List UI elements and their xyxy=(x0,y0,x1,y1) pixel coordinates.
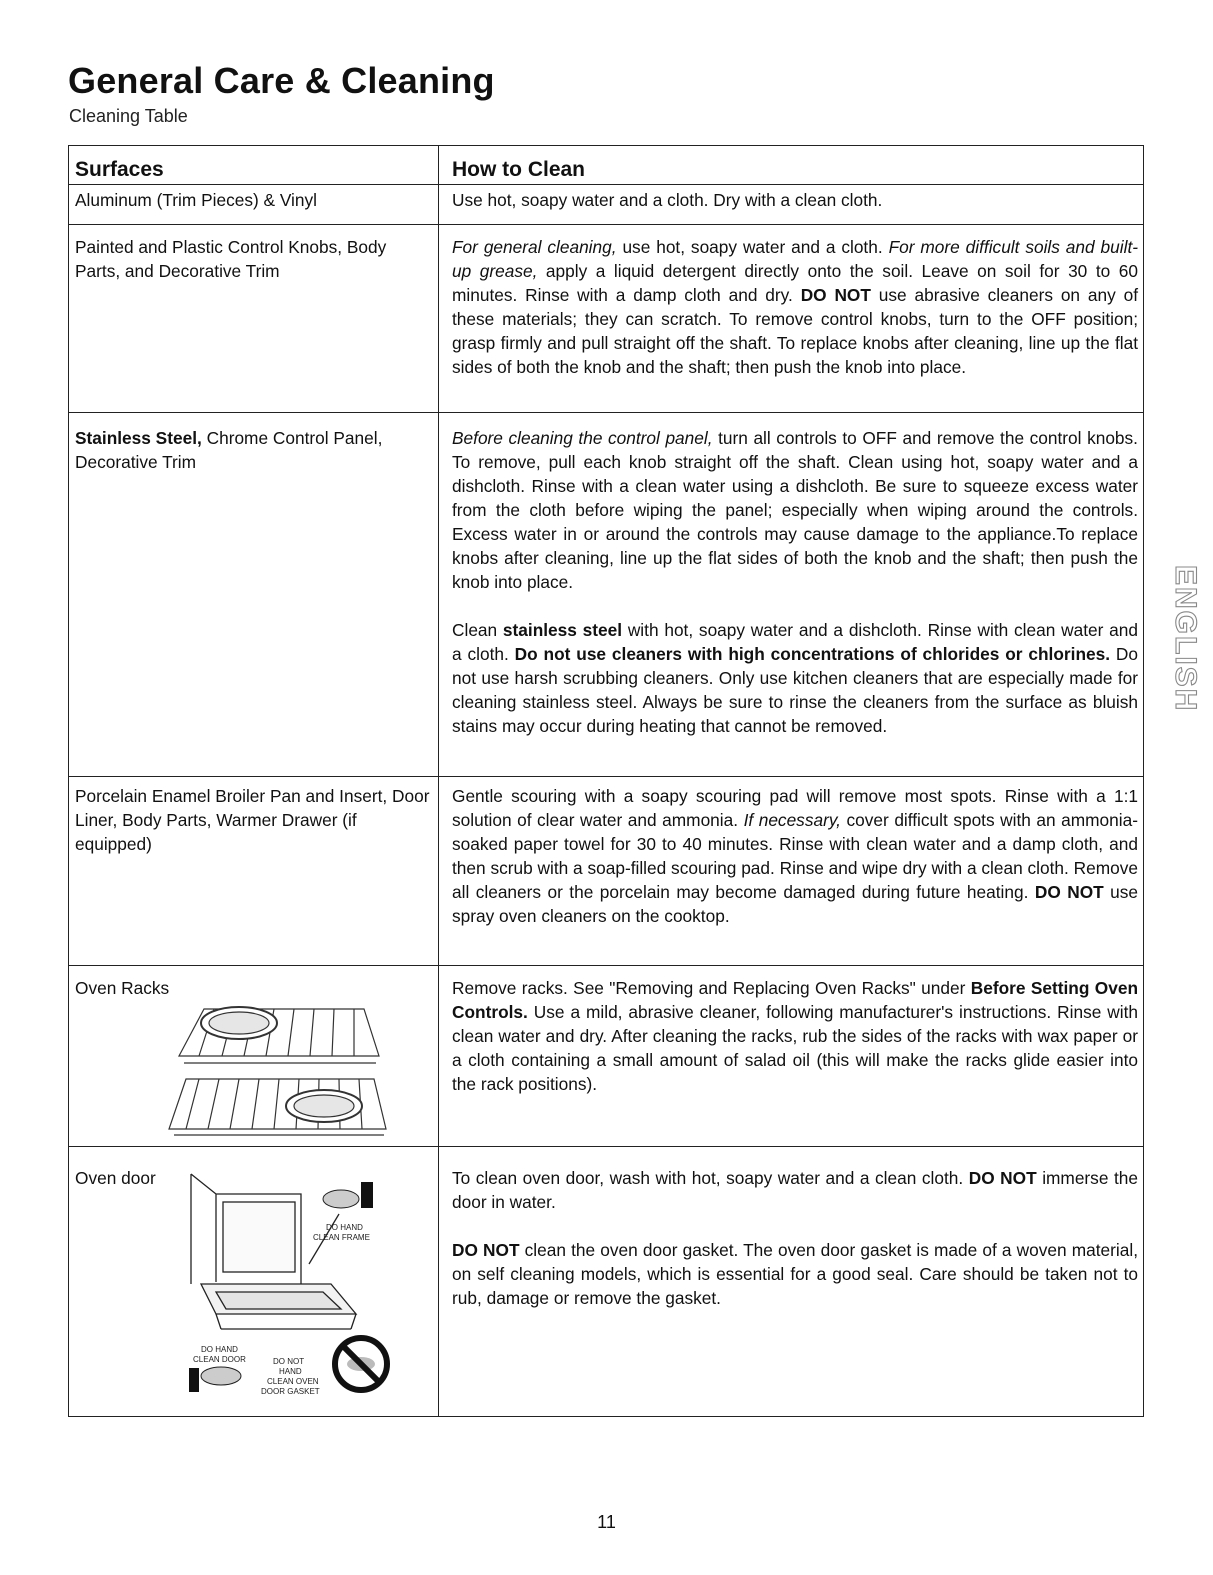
prohibition-icon xyxy=(335,1338,387,1390)
surface-porcelain-enamel: Porcelain Enamel Broiler Pan and Insert, Door Liner, Body Parts, Warmer Drawer (if equipped) xyxy=(75,786,430,854)
label-gasket-2: HAND xyxy=(279,1367,302,1376)
how-stainless-steel-p1: Before cleaning the control panel, turn all controls to OFF and remove the control knobs. To remove, pull each knob straight off the shaft. Clean using hot, soapy water and a dishcloth. Rinse with a clean water using a dishcloth. Be sure to squeeze excess water from the cloth before wiping the panel; especially when wiping around the controls. Excess water in or around the controls may cause damage to the appliance.To replace knobs after cleaning, line up the flat sides of both the knob and the shaft; then push the knob into place. xyxy=(452,428,1138,592)
side-tab-english xyxy=(1146,560,1202,720)
oven-door-illustration xyxy=(181,1154,411,1402)
how-stainless-steel-p2: Clean stainless steel with hot, soapy water and a dishcloth. Rinse with clean water and a cloth. Do not use cleaners with high concentrations of chlorides or chlorines. Do not use harsh scrubbing cleaners. Only use kitchen cleaners that are especially made for cleaning stainless steel. Always be sure to rinse the cleaners from the surface as bluish stains may occur during heating that cannot be removed. xyxy=(452,620,1138,736)
surface-stainless-steel: Stainless Steel, Chrome Control Panel, Decorative Trim xyxy=(75,428,383,472)
row-divider xyxy=(69,184,1143,185)
cleaning-table xyxy=(68,145,1144,1417)
column-divider xyxy=(438,146,439,1416)
label-do-hand-frame-2: CLEAN FRAME xyxy=(313,1233,370,1242)
row-divider xyxy=(69,965,1143,966)
row-divider xyxy=(69,412,1143,413)
how-oven-racks: Remove racks. See "Removing and Replacing Oven Racks" under Before Setting Oven Controls. Use a mild, abrasive cleaner, following manufacturer's instructions. Rinse with clean water and dry. After cleaning the racks, rub the sides of the racks with wax paper or a cloth containing a small amount of salad oil (this will make the racks glide easier into the rack positions). xyxy=(452,978,1138,1094)
page-number: 11 xyxy=(597,1512,616,1532)
oven-racks-drawing xyxy=(164,1001,394,1136)
how-oven-door xyxy=(452,1166,1138,1310)
surface-oven-door: Oven door xyxy=(75,1168,156,1188)
label-do-hand-frame-1: DO HAND xyxy=(326,1223,363,1232)
how-stainless-steel xyxy=(452,426,1138,738)
row-divider xyxy=(69,776,1143,777)
label-gasket-1: DO NOT xyxy=(273,1357,305,1366)
row-divider xyxy=(69,224,1143,225)
label-do-hand-door-1: DO HAND xyxy=(201,1345,238,1354)
label-gasket-3: CLEAN OVEN xyxy=(267,1377,319,1386)
page-title: General Care & Cleaning xyxy=(68,60,495,101)
oven-racks-illustration xyxy=(164,1001,394,1136)
side-tab-text: ENGLISH xyxy=(1169,565,1202,713)
how-painted-plastic: For general cleaning, use hot, soapy water and a cloth. For more difficult soils and built-up grease, apply a liquid detergent directly onto the soil. Leave on soil for 30 to 60 minutes. Rinse with a damp cloth and dry. DO NOT use abrasive cleaners on any of these materials; they can scratch. To remove control knobs, turn to the OFF position; grasp firmly and pull straight off the shaft. To replace knobs after cleaning, line up the flat sides of both the knob and the shaft; then push the knob into place. xyxy=(452,237,1138,377)
how-oven-door-p2: DO NOT clean the oven door gasket. The oven door gasket is made of a woven material, on self cleaning models, which is essential for a good seal. Care should be taken not to rub, damage or remove the gasket. xyxy=(452,1240,1138,1308)
row-divider xyxy=(69,1146,1143,1147)
oven-door-drawing xyxy=(181,1154,411,1402)
surface-painted-plastic: Painted and Plastic Control Knobs, Body Parts, and Decorative Trim xyxy=(75,237,387,281)
how-porcelain-enamel: Gentle scouring with a soapy scouring pad will remove most spots. Rinse with a 1:1 solution of clear water and ammonia. If necessary, cover difficult spots with an ammonia-soaked paper towel for 30 to 40 minutes. Rinse with clean water and a damp cloth, and then scrub with a soap-filled scouring pad. Rinse and wipe dry with a clean cloth. Remove all cleaners or the porcelain may become damaged during future heating. DO NOT use spray oven cleaners on the cooktop. xyxy=(452,786,1139,926)
label-do-hand-door-2: CLEAN DOOR xyxy=(193,1355,246,1364)
how-aluminum: Use hot, soapy water and a cloth. Dry with a clean cloth. xyxy=(452,190,883,210)
label-gasket-4: DOOR GASKET xyxy=(261,1387,320,1396)
surface-aluminum: Aluminum (Trim Pieces) & Vinyl xyxy=(75,190,317,210)
page-subtitle: Cleaning Table xyxy=(69,106,188,126)
header-surfaces: Surfaces xyxy=(75,158,164,181)
how-oven-door-p1: To clean oven door, wash with hot, soapy water and a clean cloth. DO NOT immerse the door in water. xyxy=(452,1168,1138,1212)
surface-oven-racks: Oven Racks xyxy=(75,978,170,998)
header-how-to-clean: How to Clean xyxy=(452,158,586,181)
